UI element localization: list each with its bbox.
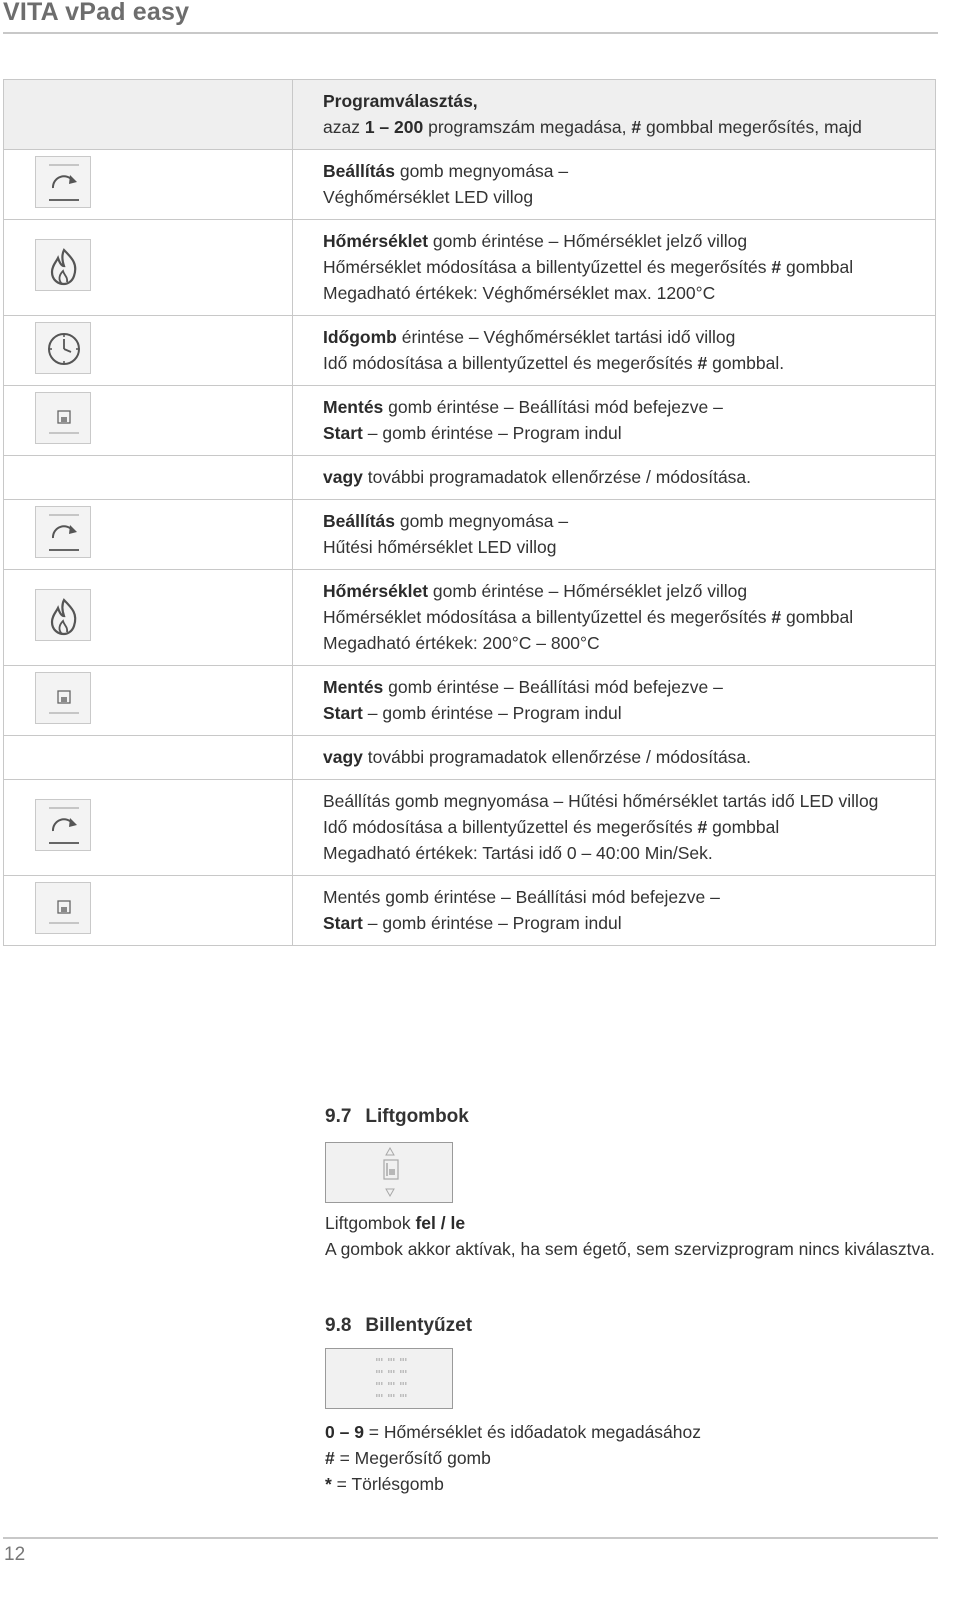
step-line: [323, 744, 923, 770]
step-text: Véghőmérséklet LED villog: [323, 187, 534, 207]
step-text-bold: Beállítás: [323, 511, 395, 531]
step-line: [323, 280, 923, 306]
keypad-key-mark: [391, 1370, 393, 1373]
keypad-key-mark: [405, 1394, 407, 1397]
step-text-cell: [293, 570, 936, 666]
step-line: [323, 534, 923, 560]
keypad-key-meaning: = Törlésgomb: [331, 1474, 444, 1494]
keypad-key-mark: [403, 1370, 405, 1373]
step-row: [4, 316, 936, 386]
keypad-key-mark: [388, 1370, 390, 1373]
step-text: gombbal: [707, 817, 780, 837]
keypad-key-mark: [376, 1370, 378, 1373]
save-icon: [35, 392, 91, 444]
step-text-bold: #: [631, 117, 642, 137]
settings-icon: [35, 799, 91, 851]
step-text: Megadható értékek: Véghőmérséklet max. 1200°C: [323, 283, 716, 303]
keypad-key: 0 – 9: [325, 1422, 364, 1442]
flame-icon: [35, 239, 91, 291]
step-row: [4, 220, 936, 316]
step-text: gomb érintése – Beállítási mód befejezve –: [383, 677, 723, 697]
keypad-legend-item: [325, 1471, 701, 1497]
step-text: azaz: [323, 117, 365, 137]
keypad-key-mark: [391, 1394, 393, 1397]
step-text-bold: #: [697, 353, 708, 373]
keypad-legend: [325, 1419, 701, 1497]
step-text: Megadható értékek: Tartási idő 0 – 40:00 Min/Sek.: [323, 843, 713, 863]
keypad-key-meaning: = Hőmérséklet és időadatok megadásához: [363, 1422, 702, 1442]
step-row: [4, 456, 936, 500]
keypad-key: *: [325, 1474, 332, 1494]
step-line: [323, 578, 923, 604]
step-text: gomb érintése – Beállítási mód befejezve –: [383, 397, 723, 417]
step-text: további programadatok ellenőrzése / módosítása.: [362, 467, 752, 487]
step-text: – gomb érintése – Program indul: [362, 703, 622, 723]
step-line: [323, 464, 923, 490]
footer-rule: [3, 1537, 938, 1539]
step-text: Hűtési hőmérséklet LED villog: [323, 537, 557, 557]
keypad-key-mark: [405, 1370, 407, 1373]
keypad-key-mark: [393, 1382, 395, 1385]
keypad-key-mark: [388, 1358, 390, 1361]
keypad-key-mark: [393, 1370, 395, 1373]
step-row: [4, 150, 936, 220]
keypad-key-mark: [400, 1370, 402, 1373]
step-icon-cell: [4, 736, 293, 780]
keypad-key-mark: [376, 1382, 378, 1385]
step-text-cell: [293, 500, 936, 570]
step-text-bold: vagy: [323, 467, 363, 487]
keypad-key-meaning: = Megerősítő gomb: [334, 1448, 491, 1468]
page-number: 12: [4, 1544, 26, 1565]
step-line: [323, 420, 923, 446]
step-text-bold: #: [771, 607, 782, 627]
step-icon-cell: [4, 456, 293, 500]
lift-buttons-panel: [325, 1142, 453, 1203]
step-text: Megadható értékek: 200°C – 800°C: [323, 633, 600, 653]
step-text: Idő módosítása a billentyűzettel és megerősítés: [323, 353, 698, 373]
keypad-key-mark: [391, 1382, 393, 1385]
step-text-bold: Mentés: [323, 397, 384, 417]
step-text: gomb érintése – Hőmérséklet jelző villog: [428, 231, 748, 251]
step-line: [323, 394, 923, 420]
step-row: [4, 736, 936, 780]
step-line: [323, 228, 923, 254]
keypad-key-mark: [405, 1382, 407, 1385]
step-text-cell: [293, 736, 936, 780]
step-line: [323, 814, 923, 840]
keypad-legend-item: [325, 1419, 701, 1445]
keypad-key-mark: [381, 1358, 383, 1361]
step-line: [323, 700, 923, 726]
step-text: Hőmérséklet módosítása a billentyűzettel és megerősítés: [323, 607, 772, 627]
step-text: – gomb érintése – Program indul: [362, 913, 622, 933]
step-line: [323, 350, 923, 376]
step-text: gombbal.: [707, 353, 785, 373]
section-title: Liftgombok: [365, 1106, 469, 1127]
step-line: [323, 88, 923, 114]
step-text-cell: [293, 80, 936, 150]
keypad-key-mark: [388, 1382, 390, 1385]
header-rule: [3, 32, 938, 34]
keypad-key-mark: [376, 1358, 378, 1361]
keypad-key-mark: [376, 1394, 378, 1397]
section-number: 9.8: [325, 1315, 352, 1336]
step-text-bold: #: [771, 257, 782, 277]
step-text-cell: [293, 386, 936, 456]
step-text-cell: [293, 666, 936, 736]
step-icon-cell: [4, 80, 293, 150]
save-icon: [35, 672, 91, 724]
step-text-cell: [293, 316, 936, 386]
step-text: gombbal megerősítés, majd: [641, 117, 862, 137]
step-row: [4, 386, 936, 456]
step-text-cell: [293, 780, 936, 876]
step-text-bold: 1 – 200: [364, 117, 424, 137]
section-title: Billentyűzet: [365, 1315, 473, 1336]
step-icon-cell: [4, 220, 293, 316]
step-text: Mentés gomb érintése – Beállítási mód befejezve –: [323, 887, 720, 907]
section-lift-heading: [325, 1106, 469, 1128]
step-row: [4, 80, 936, 150]
step-text: Beállítás gomb megnyomása – Hűtési hőmérséklet tartás idő LED villog: [323, 791, 879, 811]
lift-note: A gombok akkor aktívak, ha sem égető, sem szervizprogram nincs kiválasztva.: [325, 1239, 935, 1259]
steps-table: [3, 79, 936, 946]
step-row: [4, 780, 936, 876]
save-icon: [35, 882, 91, 934]
keypad-key-mark: [403, 1358, 405, 1361]
keypad-key-mark: [379, 1358, 381, 1361]
step-text-bold: Hőmérséklet: [323, 231, 429, 251]
step-text: érintése – Véghőmérséklet tartási idő villog: [396, 327, 736, 347]
step-row: [4, 876, 936, 946]
keypad-key: #: [325, 1448, 335, 1468]
step-text-cell: [293, 220, 936, 316]
step-line: [323, 674, 923, 700]
step-text-bold: Hőmérséklet: [323, 581, 429, 601]
section-keypad-heading: [325, 1315, 472, 1337]
keypad-key-mark: [403, 1382, 405, 1385]
keypad-key-mark: [388, 1394, 390, 1397]
step-text: Hőmérséklet módosítása a billentyűzettel és megerősítés: [323, 257, 772, 277]
keypad-key-mark: [381, 1370, 383, 1373]
step-line: [323, 630, 923, 656]
keypad-key-mark: [391, 1358, 393, 1361]
step-icon-cell: [4, 150, 293, 220]
step-text-cell: [293, 456, 936, 500]
step-line: [323, 788, 923, 814]
step-text-bold: Start: [323, 913, 363, 933]
step-line: [323, 884, 923, 910]
step-text: – gomb érintése – Program indul: [362, 423, 622, 443]
step-icon-cell: [4, 386, 293, 456]
keypad-key-mark: [393, 1394, 395, 1397]
step-text: gomb megnyomása –: [394, 511, 569, 531]
keypad-legend-item: [325, 1445, 701, 1471]
step-text: gomb megnyomása –: [394, 161, 569, 181]
keypad-panel: [325, 1348, 453, 1409]
keypad-key-mark: [393, 1358, 395, 1361]
step-icon-cell: [4, 780, 293, 876]
keypad-key-mark: [379, 1394, 381, 1397]
step-icon-cell: [4, 666, 293, 736]
step-text-cell: [293, 150, 936, 220]
step-text-bold: Beállítás: [323, 161, 395, 181]
step-line: [323, 254, 923, 280]
step-row: [4, 666, 936, 736]
step-line: [323, 158, 923, 184]
step-text: gomb érintése – Hőmérséklet jelző villog: [428, 581, 748, 601]
step-text-bold: Start: [323, 703, 363, 723]
settings-icon: [35, 506, 91, 558]
step-text-bold: Mentés: [323, 677, 384, 697]
step-line: [323, 604, 923, 630]
step-text-bold: Programválasztás,: [323, 91, 478, 111]
step-text-bold: Időgomb: [323, 327, 397, 347]
keypad-key-mark: [381, 1382, 383, 1385]
step-row: [4, 570, 936, 666]
step-icon-cell: [4, 316, 293, 386]
step-line: [323, 508, 923, 534]
lift-label-bold: fel / le: [415, 1213, 466, 1233]
step-icon-cell: [4, 876, 293, 946]
step-line: [323, 324, 923, 350]
flame-icon: [35, 589, 91, 641]
keypad-key-mark: [400, 1358, 402, 1361]
lift-buttons-icon: [326, 1143, 454, 1204]
step-icon-cell: [4, 570, 293, 666]
step-text: gombbal: [781, 607, 854, 627]
lift-description: [325, 1210, 935, 1262]
keypad-key-mark: [379, 1382, 381, 1385]
step-icon-cell: [4, 500, 293, 570]
step-text: további programadatok ellenőrzése / módosítása.: [362, 747, 752, 767]
document-title: VITA vPad easy: [3, 0, 190, 26]
keypad-icon: [326, 1349, 454, 1410]
keypad-key-mark: [403, 1394, 405, 1397]
settings-icon: [35, 156, 91, 208]
step-text-bold: Start: [323, 423, 363, 443]
keypad-key-mark: [400, 1394, 402, 1397]
keypad-key-mark: [405, 1358, 407, 1361]
keypad-key-mark: [381, 1394, 383, 1397]
step-line: [323, 114, 923, 140]
step-text-bold: #: [697, 817, 708, 837]
step-line: [323, 910, 923, 936]
step-text: gombbal: [781, 257, 854, 277]
step-line: [323, 184, 923, 210]
clock-icon: [35, 322, 91, 374]
lift-label: Liftgombok: [325, 1213, 416, 1233]
keypad-key-mark: [400, 1382, 402, 1385]
step-text-cell: [293, 876, 936, 946]
section-number: 9.7: [325, 1106, 352, 1127]
step-text-bold: vagy: [323, 747, 363, 767]
keypad-key-mark: [379, 1370, 381, 1373]
step-row: [4, 500, 936, 570]
step-text: programszám megadása,: [423, 117, 632, 137]
step-text: Idő módosítása a billentyűzettel és megerősítés: [323, 817, 698, 837]
step-line: [323, 840, 923, 866]
